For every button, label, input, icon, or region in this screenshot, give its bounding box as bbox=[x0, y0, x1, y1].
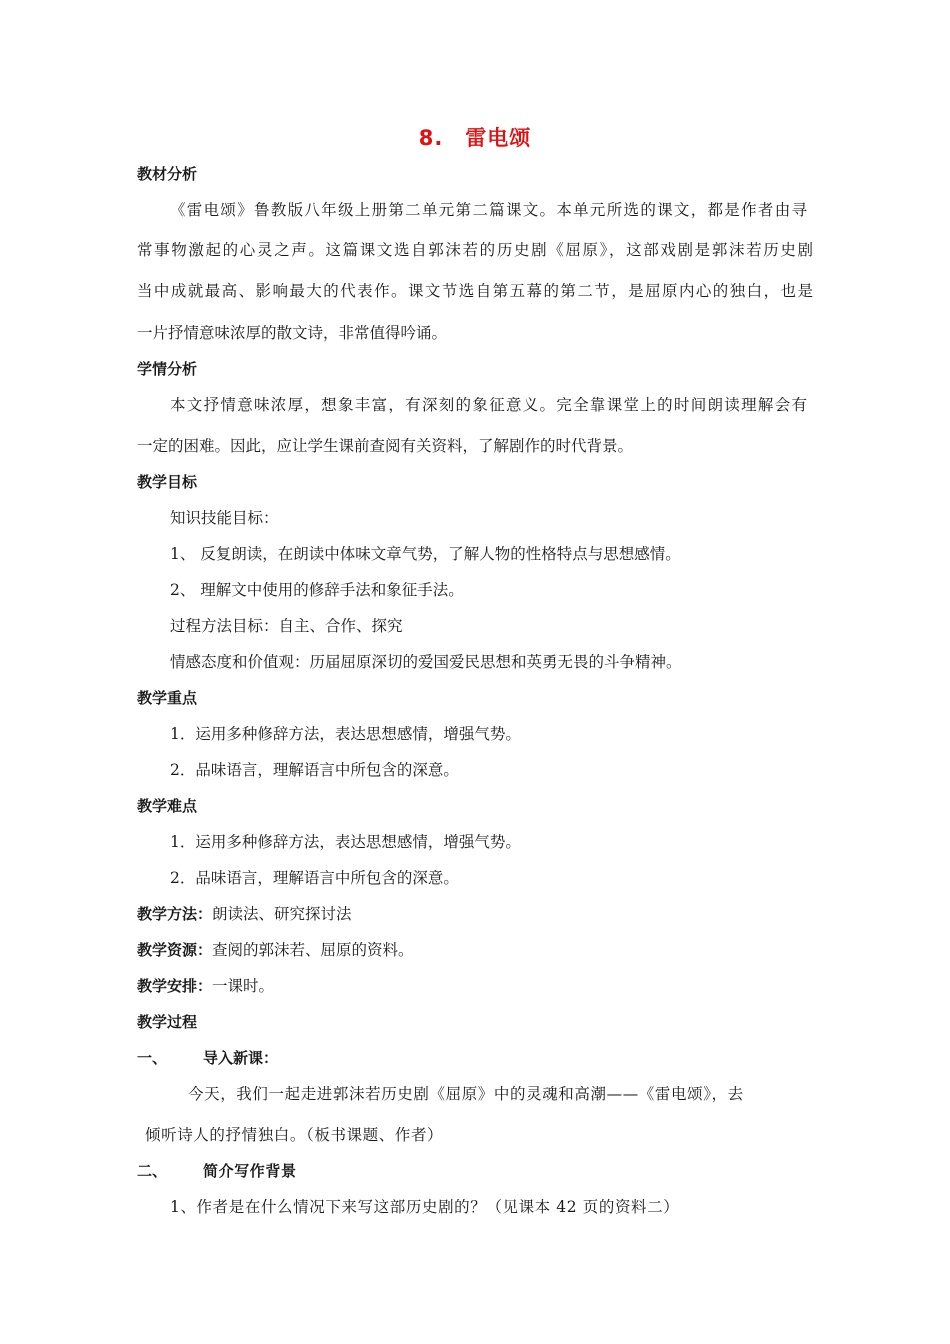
anpai-row bbox=[137, 976, 274, 996]
mubiao-line-5: 情感态度和价值观：历届屈原深切的爱国爱民思想和英勇无畏的斗争精神。 bbox=[170, 653, 682, 671]
fangfa-value: 朗读法、研究探讨法 bbox=[212, 905, 352, 923]
ziyuan-label: 教学资源： bbox=[137, 941, 213, 959]
nandian-line-1: 1．运用多种修辞方法，表达思想感情，增强气势。 bbox=[170, 833, 521, 851]
zhongdian-line-1: 1．运用多种修辞方法，表达思想感情，增强气势。 bbox=[170, 725, 521, 743]
fangfa-label: 教学方法： bbox=[137, 905, 213, 923]
jiaocai-line-1: 《雷电颂》鲁教版八年级上册第二单元第二篇课文。本单元所选的课文，都是作者由寻 bbox=[170, 201, 807, 219]
step1-number: 一、 bbox=[137, 1049, 168, 1067]
heading-nandian: 教学难点 bbox=[137, 797, 198, 815]
heading-guocheng: 教学过程 bbox=[137, 1013, 198, 1031]
title-number: 8. bbox=[418, 126, 444, 150]
heading-zhongdian: 教学重点 bbox=[137, 689, 198, 707]
zhongdian-line-2: 2．品味语言，理解语言中所包含的深意。 bbox=[170, 761, 459, 779]
heading-xueqing: 学情分析 bbox=[137, 360, 198, 378]
ziyuan-value: 查阅的郭沫若、屈原的资料。 bbox=[212, 941, 414, 959]
heading-mubiao: 教学目标 bbox=[137, 473, 198, 491]
jiaocai-line-3: 当中成就最高、影响最大的代表作。课文节选自第五幕的第二节，是屈原内心的独白，也是 bbox=[137, 282, 813, 300]
anpai-value: 一课时。 bbox=[212, 977, 275, 995]
xueqing-line-2: 一定的困难。因此，应让学生课前查阅有关资料，了解剧作的时代背景。 bbox=[137, 437, 634, 455]
mubiao-line-2: 1、 反复朗读，在朗读中体味文章气势，了解人物的性格特点与思想感情。 bbox=[170, 545, 681, 563]
step2-number: 二、 bbox=[137, 1162, 168, 1180]
step1-line-1: 今天，我们一起走进郭沫若历史剧《屈原》中的灵魂和高潮——《雷电颂》，去 bbox=[188, 1085, 744, 1103]
step2-title: 简介写作背景 bbox=[203, 1162, 297, 1180]
jiaocai-line-2: 常事物激起的心灵之声。这篇课文选自郭沫若的历史剧《屈原》，这部戏剧是郭沫若历史剧 bbox=[137, 241, 813, 259]
mubiao-line-4: 过程方法目标：自主、合作、探究 bbox=[170, 617, 403, 635]
step1-title: 导入新课： bbox=[203, 1049, 279, 1067]
step1-line-2: 倾听诗人的抒情独白。（板书课题、作者） bbox=[145, 1126, 444, 1144]
mubiao-line-1: 知识技能目标： bbox=[170, 509, 279, 527]
anpai-label: 教学安排： bbox=[137, 977, 213, 995]
mubiao-line-3: 2、 理解文中使用的修辞手法和象征手法。 bbox=[170, 581, 464, 599]
step2-line-1: 1、作者是在什么情况下来写这部历史剧的？（见课本 42 页的资料二） bbox=[170, 1198, 680, 1216]
nandian-line-2: 2．品味语言，理解语言中所包含的深意。 bbox=[170, 869, 459, 887]
jiaocai-line-4: 一片抒情意味浓厚的散文诗，非常值得吟诵。 bbox=[137, 324, 448, 342]
ziyuan-row bbox=[137, 940, 414, 960]
page-title bbox=[0, 122, 950, 152]
xueqing-line-1: 本文抒情意味浓厚，想象丰富，有深刻的象征意义。完全靠课堂上的时间朗读理解会有 bbox=[170, 396, 807, 414]
title-text: 雷电颂 bbox=[465, 126, 532, 150]
fangfa-row bbox=[137, 904, 352, 924]
heading-jiaocai: 教材分析 bbox=[137, 165, 198, 183]
